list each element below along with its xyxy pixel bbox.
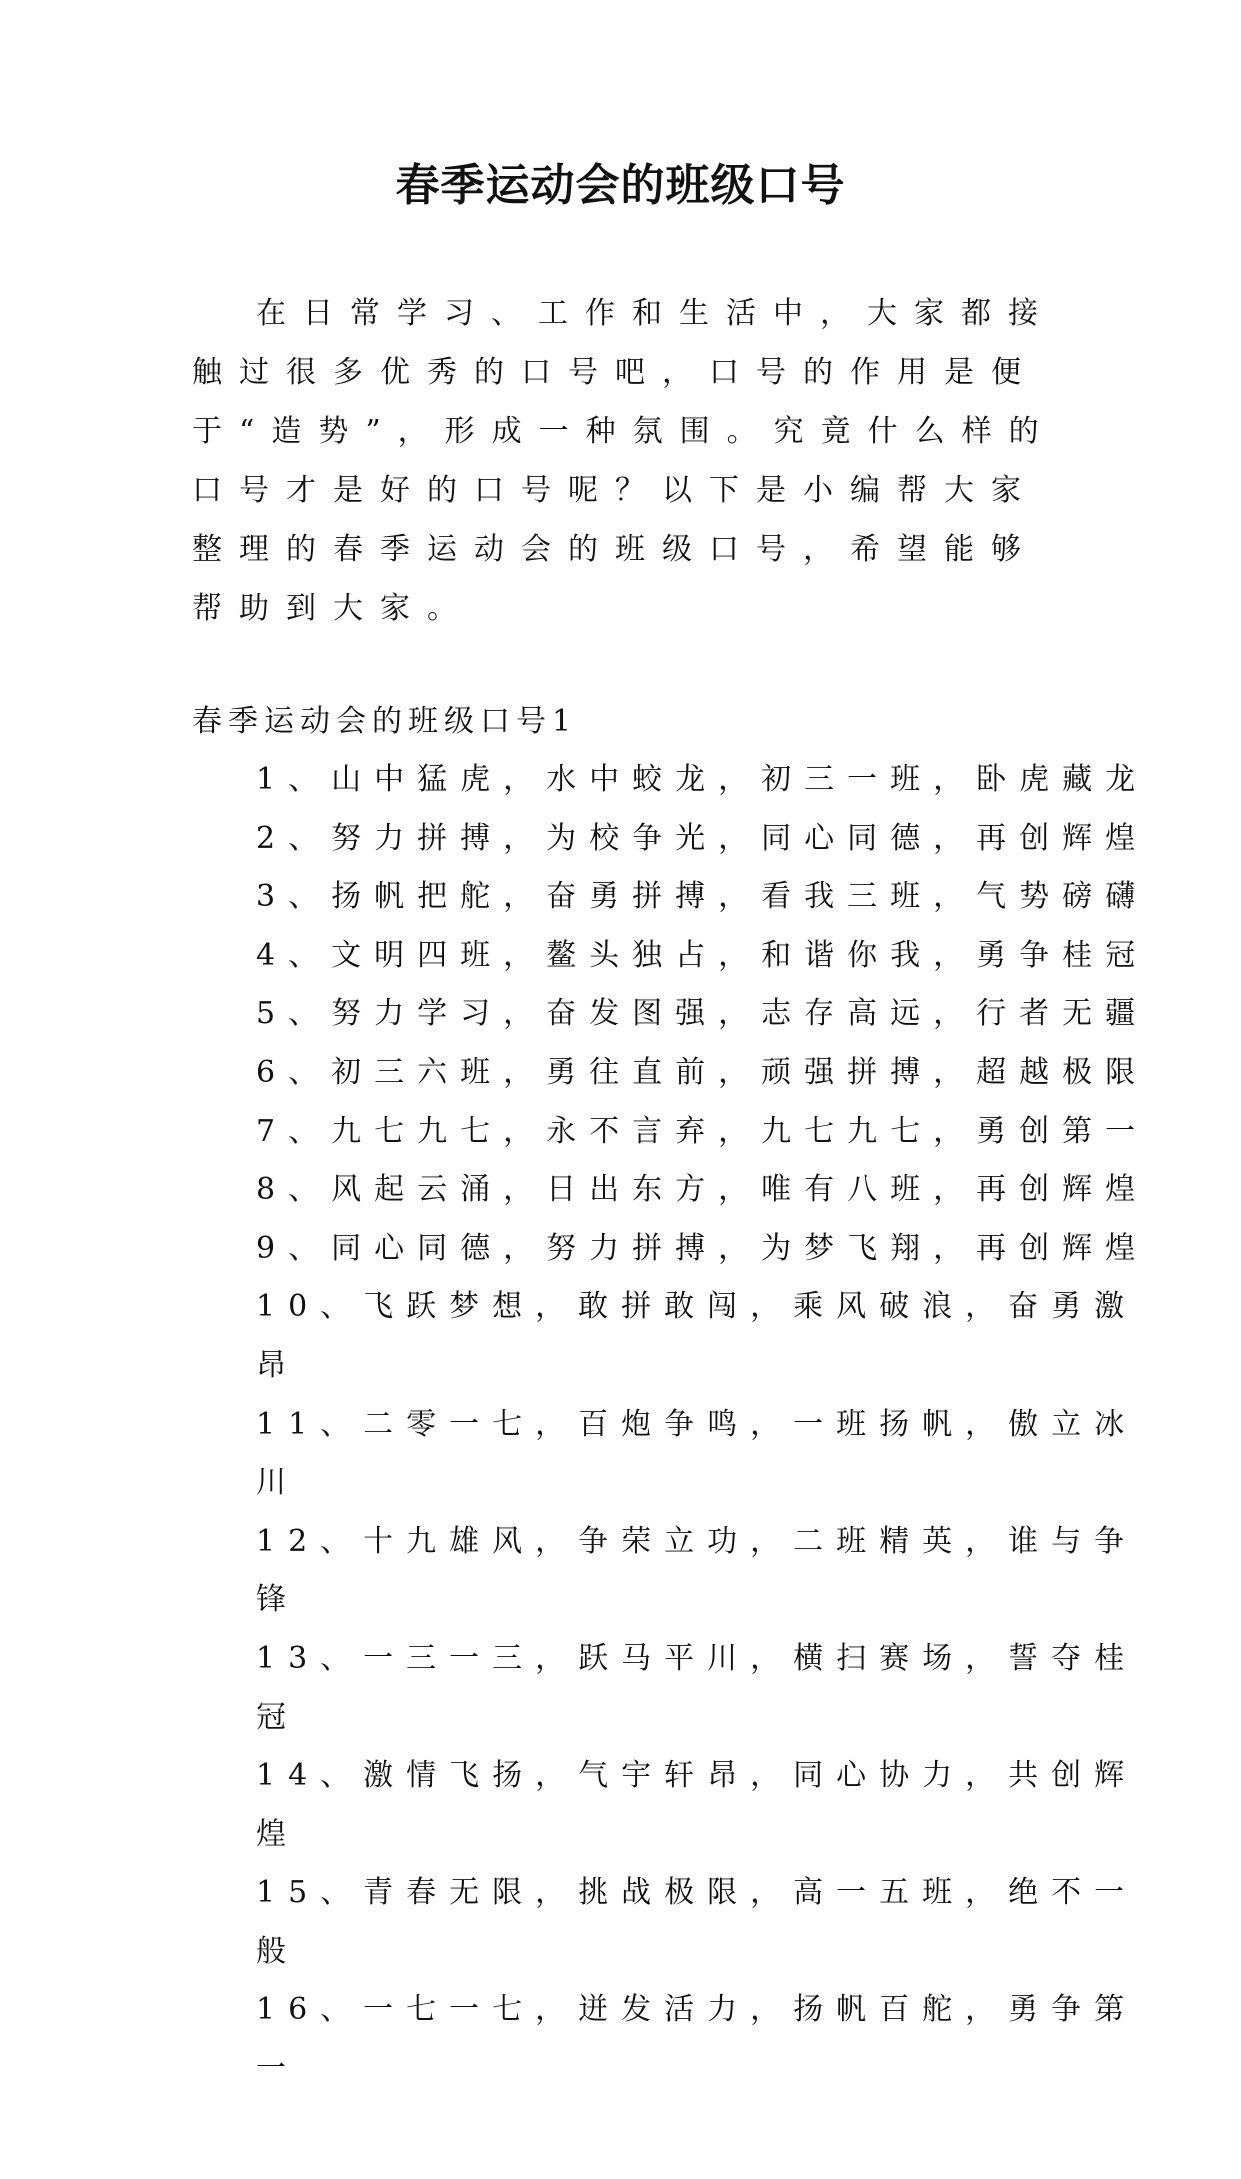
- slogan-item: 7、九七九七，永不言弃，九七九七，勇创第一: [256, 1113, 1149, 1149]
- section-heading: 春季运动会的班级口号1: [192, 704, 578, 739]
- slogan-item: 5、努力学习，奋发图强，志存高远，行者无疆: [256, 996, 1149, 1032]
- intro-paragraph: 在日常学习、工作和生活中，大家都接触过很多优秀的口号吧，口号的作用是便于“造势”，形成一种氛围。究竟什么样的口号才是好的口号呢？以下是小编帮大家整理的春季运动会的班级口号，希望能够帮助到大家。: [192, 296, 1056, 626]
- slogan-item: 8、风起云涌，日出东方，唯有八班，再创辉煌: [256, 1172, 1149, 1208]
- slogan-item: 9、同心同德，努力拼搏，为梦飞翔，再创辉煌: [256, 1230, 1149, 1266]
- slogan-item: 1、山中猛虎，水中蛟龙，初三一班，卧虎藏龙: [256, 762, 1149, 797]
- slogan-item: 11、二零一七，百炮争鸣，一班扬帆，傲立冰川: [256, 1406, 1138, 1501]
- slogan-item: 13、一三一三，跃马平川，横扫赛场，誓夺桂冠: [256, 1640, 1138, 1735]
- slogan-item: 12、十九雄风，争荣立功，二班精英，谁与争锋: [256, 1523, 1138, 1618]
- slogan-item: 3、扬帆把舵，奋勇拼搏，看我三班，气势磅礴: [256, 879, 1149, 915]
- slogan-item: 10、飞跃梦想，敢拼敢闯，乘风破浪，奋勇激昂: [256, 1289, 1138, 1383]
- slogan-item: 6、初三六班，勇往直前，顽强拼搏，超越极限: [256, 1054, 1149, 1090]
- slogan-item: 15、青春无限，挑战极限，高一五班，绝不一般: [256, 1875, 1138, 1969]
- slogan-item: 2、努力拼搏，为校争光，同心同德，再创辉煌: [256, 820, 1149, 856]
- slogan-item: 16、一七一七，迸发活力，扬帆百舵，勇争第一: [256, 1992, 1138, 2087]
- slogan-list: [256, 751, 1156, 2099]
- slogan-item: 4、文明四班，鳌头独占，和谐你我，勇争桂冠: [256, 937, 1149, 973]
- slogan-item: 14、激情飞扬，气宇轩昂，同心协力，共创辉煌: [256, 1758, 1138, 1852]
- document-title: 春季运动会的班级口号: [395, 160, 846, 211]
